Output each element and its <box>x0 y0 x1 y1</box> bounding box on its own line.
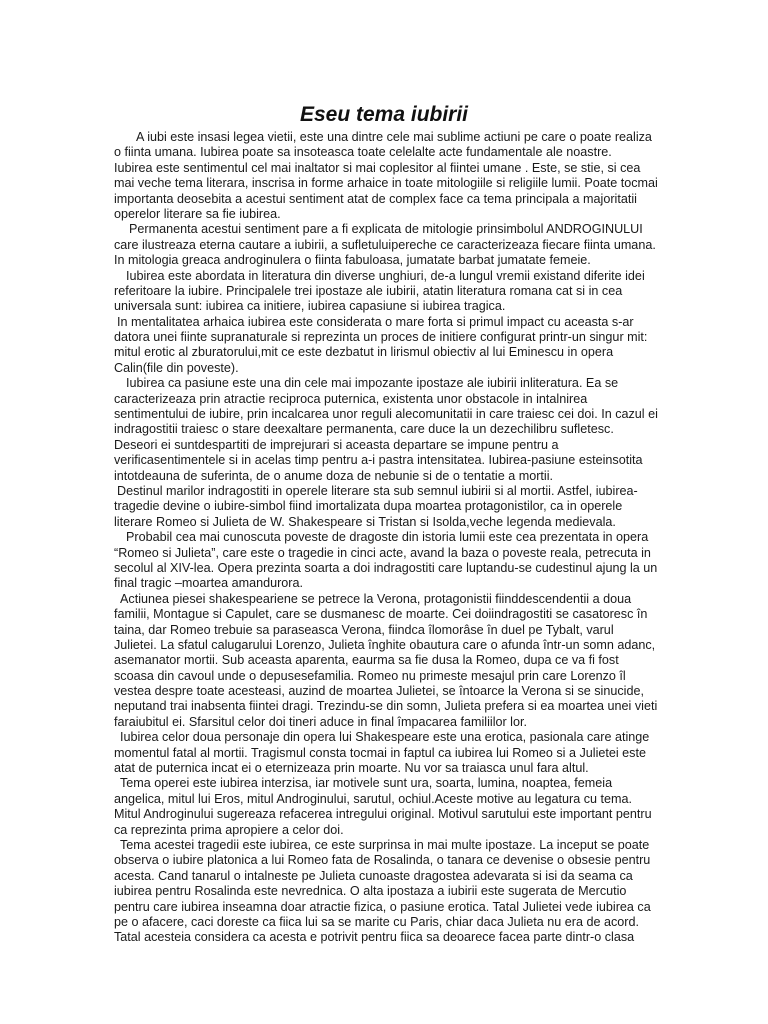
text-line: verificasentimentele si in acelas timp pentru a-i pastra intensitatea. Iubirea-pasiune esteinsotita <box>114 453 643 468</box>
text-line: mai veche tema literara, inscrisa in forme arhaice in toate mitologiile si religiile lumii. Poate tocmai <box>114 176 658 191</box>
text-line: indragostitii traiesc o stare deexaltare permanenta, care duce la un dezechilibru sufletesc. <box>114 422 614 437</box>
text-line: operelor literare sa fie iubirea. <box>114 206 281 221</box>
text-line: Iubirea este abordata in literatura din diverse unghiuri, de-a lungul vremii existand diferite idei <box>126 268 645 283</box>
text-line: momentul fatal al mortii. Tragismul consta tocmai in faptul ca iubirea lui Romeo si a Julietei este <box>114 745 646 760</box>
text-line: universala sunt: iubirea ca initiere, iubirea capasiune si iubirea tragica. <box>114 299 506 314</box>
document-body <box>114 130 660 946</box>
text-line: vestea despre toate acesteasi, auzind de moartea Julietei, se întoarce la Verona si se sinucide, <box>114 684 644 699</box>
text-line: care ilustreaza eterna cautare a iubirii, a sufletuluipereche ce caracterizeaza fiecare fiinta umana. <box>114 237 656 252</box>
text-line: importanta deosebita a acestui sentiment atat de complex face ca tema principala a majoritatii <box>114 191 637 206</box>
text-line: angelica, mitul lui Eros, mitul Androginului, sarutul, ochiul.Aceste motive au legatura cu tema. <box>114 791 633 806</box>
text-line: mitul erotic al zburatorului,mit ce este dezbatut in lirismul obiectiv al lui Eminescu in opera <box>114 345 614 360</box>
document-title: Eseu tema iubirii <box>299 103 469 126</box>
text-line: Probabil cea mai cunoscuta poveste de dragoste din istoria lumii este cea prezentata in opera <box>126 530 649 545</box>
text-line: secolul al XIV-lea. Opera prezinta soarta a doi indragostiti care luptandu-se cudestinul ajung la un <box>114 560 658 575</box>
text-line: datora unei fiinte supranaturale si reprezinta un proces de initiere configurat printr-un singur mit: <box>114 330 648 345</box>
text-line: atat de puternica incat ei o eternizeaza prin moarte. Nu vor sa traiasca unul fara altul. <box>114 761 589 776</box>
text-line: neputand trai inabsenta fiintei dragi. Trezindu-se din somn, Julieta prefera si ea moartea unei vieti <box>114 699 658 714</box>
text-line: Julietei. La sfatul calugarului Lorenzo, Julieta înghite obautura care o afunda într-un somn adanc, <box>114 637 656 652</box>
text-line: ca reprezinta prima apropiere a celor doi. <box>114 822 344 837</box>
text-line: Calin(file din poveste). <box>114 360 239 375</box>
text-line: “Romeo si Julieta”, care este o tragedie in cinci acte, avand la baza o poveste reala, petrecuta in <box>114 545 651 560</box>
text-line: Iubirea ca pasiune este una din cele mai impozante ipostaze ale iubirii inliteratura. Ea se <box>126 376 619 391</box>
text-line: Permanenta acestui sentiment pare a fi explicata de mitologie prinsimbolul ANDROGINULUI <box>129 222 643 237</box>
text-line: pe o afacere, caci doreste ca fiica lui sa se marite cu Paris, chiar daca Julieta nu era de acord. <box>114 914 640 929</box>
text-line: Tema operei este iubirea interzisa, iar motivele sunt ura, soarta, lumina, noaptea, femeia <box>120 776 613 791</box>
text-line: final tragic –moartea amandurora. <box>114 576 304 591</box>
text-line: Mitul Androginului sugereaza refacerea intregului original. Motivul sarutului este important pentru <box>114 807 652 822</box>
text-line: In mitologia greaca androginulera o fiinta fabuloasa, jumatate barbat jumatate femeie. <box>114 253 591 268</box>
text-line: sentimentului de iubire, prin incalcarea unor reguli alecomunitatii in care traiesc cei doi. In cazul ei <box>114 407 658 422</box>
text-line: Destinul marilor indragostiti in operele literare sta sub semnul iubirii si al mortii. Astfel, iubirea- <box>117 483 638 498</box>
text-line: scoasa din cavoul unde o depusesefamilia. Romeo nu primeste mesajul prin care Lorenzo îl <box>114 668 626 683</box>
text-line: iubirea pentru Rosalinda este nevrednica. O alta ipostaza a iubirii este sugerata de Mercutio <box>114 884 627 899</box>
text-line: A iubi este insasi legea vietii, este una dintre cele mai sublime actiuni pe care o poate realiza <box>136 130 652 144</box>
text-line: Tatal acesteia considera ca acesta e potrivit pentru fiica sa deoarece facea parte dintr-o clasa <box>114 930 635 945</box>
text-line: Iubirea celor doua personaje din opera lui Shakespeare este una erotica, pasionala care atinge <box>120 730 650 745</box>
text-line: referitoare la iubire. Principalele trei ipostaze ale iubirii, atatin literatura romana cat si in cea <box>114 283 623 298</box>
text-line: caracterizeaza prin atractie reciproca puternica, existenta unor obstacole in intalnirea <box>114 391 588 406</box>
text-line: acesta. Cand tanarul o intalneste pe Julieta cunoaste dragostea adevarata si isi da seama ca <box>114 868 633 883</box>
text-line: Actiunea piesei shakespeariene se petrece la Verona, protagonistii fiinddescendentii a doua <box>120 591 632 606</box>
text-line: Iubirea este sentimentul cel mai inaltator si mai coplesitor al fiintei umane . Este, se stie, si cea <box>114 160 641 175</box>
text-line: familii, Montague si Capulet, care se dusmanesc de moarte. Cei doiindragostiti se casatoresc în <box>114 607 648 622</box>
text-line: Tema acestei tragedii este iubirea, ce este surprinsa in mai multe ipostaze. La inceput se poate <box>120 837 650 852</box>
text-line: pentru care iubirea inseamna doar atractie fizica, o pasiune erotica. Tatal Julietei vede iubirea ca <box>114 899 651 914</box>
text-line: literare Romeo si Julieta de W. Shakespeare si Tristan si Isolda,veche legenda medievala. <box>114 514 616 529</box>
text-line: observa o iubire platonica a lui Romeo fata de Rosalinda, o tanara ce devenise o obsesie pentru <box>114 853 651 868</box>
text-line: faraiubitul ei. Sfarsitul celor doi tineri aduce in final împacarea familiilor lor. <box>114 714 527 729</box>
text-line: tragedie devine o iubire-simbol fiind imortalizata dupa moartea protagonistilor, ca in operele <box>114 499 623 514</box>
text-line: taina, dar Romeo trebuie sa paraseasca Verona, fiindca îlomorâse în duel pe Tybalt, varul <box>114 622 614 637</box>
text-line: asemanator mortii. Sub aceasta aparenta, eaurma sa fie dusa la Romeo, dupa ce va fi fost <box>114 653 619 668</box>
text-line: Deseori ei suntdespartiti de imprejurari si aceasta departare se impune pentru a <box>114 437 559 452</box>
text-line: intotdeauna de suferinta, de o anume doza de nebunie si de o tentatie a mortii. <box>114 468 553 483</box>
text-line: o fiinta umana. Iubirea poate sa insoteasca toate celelalte acte fundamentale ale noastre. <box>114 145 612 160</box>
text-line: In mentalitatea arhaica iubirea este considerata o mare forta si primul impact cu aceasta s-ar <box>117 314 634 329</box>
